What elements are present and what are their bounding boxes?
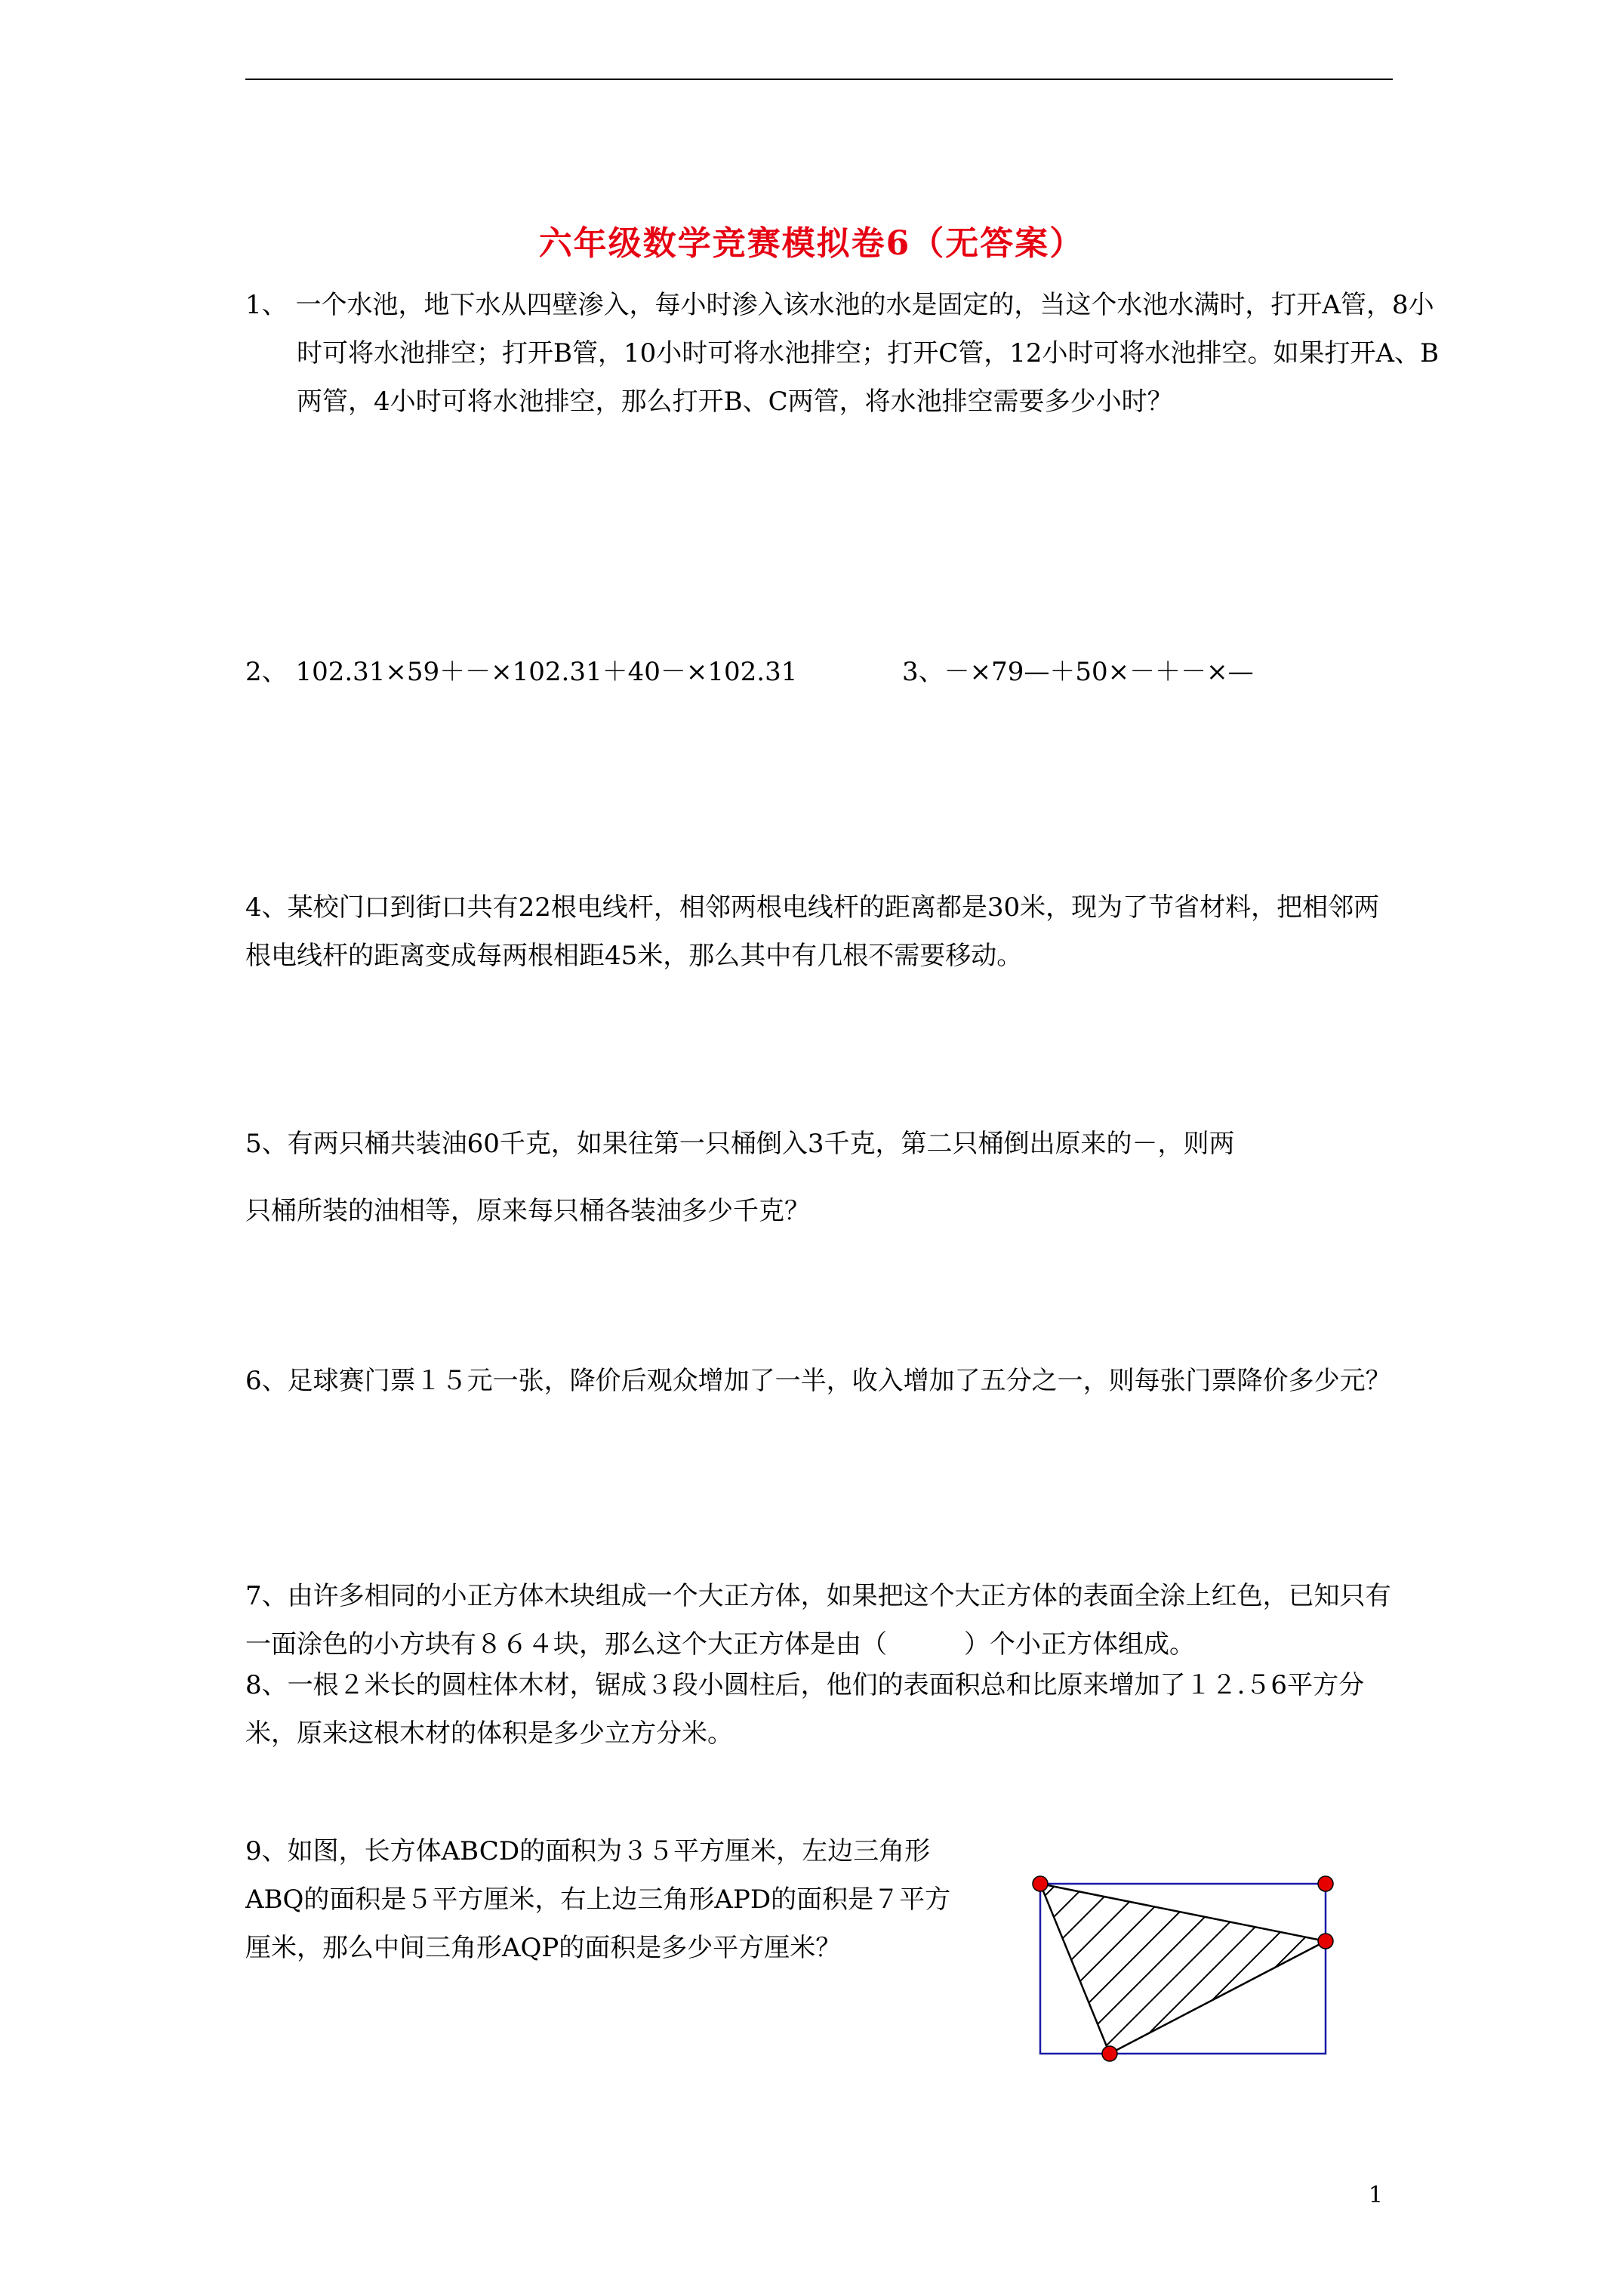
question-8: 8、一根２米长的圆柱体木材，锯成３段小圆柱后，他们的表面积总和比原来增加了１２.５6平方分米，原来这根木材的体积是多少立方分米。: [245, 1670, 1365, 1749]
question-4: 4、某校门口到街口共有22根电线杆，相邻两根电线杆的距离都是30米，现为了节省材料，把相邻两根电线杆的距离变成每两根相距45米，那么其中有几根不需要移动。: [245, 892, 1380, 971]
question-3: 3、－×79—＋50×－＋－×—: [902, 657, 1254, 687]
point-d: [1318, 1876, 1333, 1891]
point-q: [1102, 2046, 1117, 2061]
header-rule: [245, 79, 1393, 80]
question-5-line-1: 5、有两只桶共装油60千克，如果往第一只桶倒入3千克，第二只桶倒出原来的－，则两: [245, 1129, 1235, 1159]
page-title: 六年级数学竞赛模拟卷6（无答案）: [538, 224, 1085, 263]
page-number: 1: [1368, 2182, 1383, 2208]
question-7: 7、由许多相同的小正方体木块组成一个大正方体，如果把这个大正方体的表面全涂上红色，已知只有一面涂色的小方块有８６４块，那么这个大正方体是由（ ）个小正方体组成。: [245, 1581, 1391, 1660]
question-1: 1、 一个水池，地下水从四壁渗入，每小时渗入该水池的水是固定的，当这个水池水满时，打开A管，8小时可将水池排空；打开B管，10小时可将水池排空；打开C管，12小时可将水池排空。如果打开A、B两管，4小时可将水池排空，那么打开B、C两管，将水池排空需要多少小时？: [245, 290, 1440, 417]
question-6: 6、足球赛门票１５元一张，降价后观众增加了一半，收入增加了五分之一，则每张门票降价多少元？: [245, 1366, 1391, 1396]
rectangle-triangle-figure: [1027, 1869, 1344, 2065]
point-a: [1033, 1876, 1048, 1891]
question-9: 9、如图，长方体ABCD的面积为３５平方厘米，左边三角形ABQ的面积是５平方厘米，右上边三角形APD的面积是７平方厘米，那么中间三角形AQP的面积是多少平方厘米？: [245, 1836, 951, 1963]
question-5-line-2: 只桶所装的油相等，原来每只桶各装油多少千克？: [245, 1196, 810, 1226]
point-p: [1318, 1934, 1333, 1949]
question-2: 2、 102.31×59＋－×102.31＋40－×102.31: [245, 657, 798, 687]
